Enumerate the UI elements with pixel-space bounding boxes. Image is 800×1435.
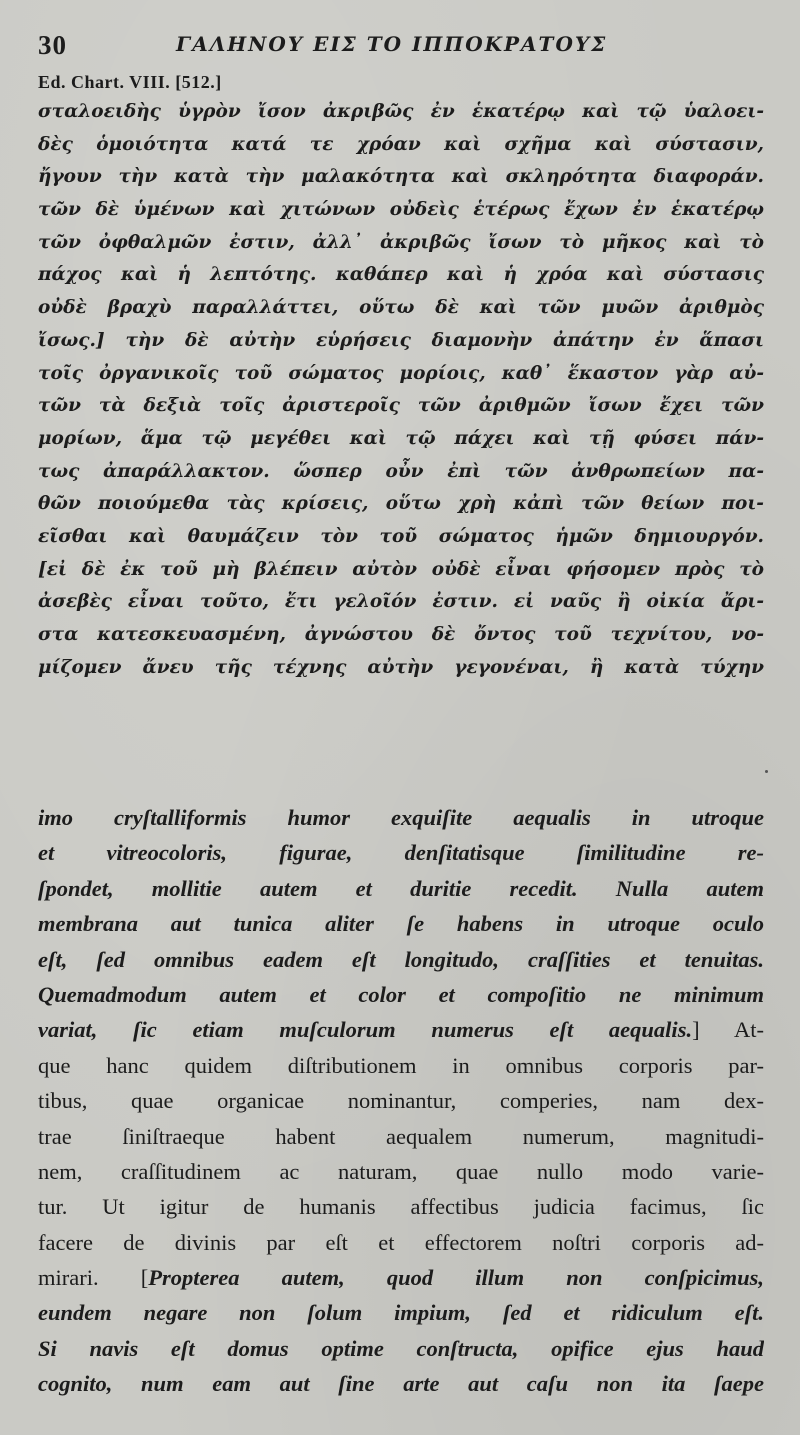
greek-line: θῶν ποιούμεθα τὰς κρίσεις, οὕτω χρὴ κἀπὶ τῶν θείων ποι- xyxy=(38,493,764,515)
greek-line: [εἰ δὲ ἐκ τοῦ μὴ βλέπειν αὐτὸν οὐδὲ εἶναι φήσομεν πρὸς τὸ xyxy=(38,558,764,580)
latin-line: imo cryſtalliformis humor exquiſite aequalis in utroque xyxy=(38,805,764,830)
latin-line: tur. Ut igitur de humanis affectibus judicia facimus, ſic xyxy=(38,1194,764,1220)
latin-line: eundem negare non ſolum impium, ſed et ridiculum eſt. xyxy=(38,1300,764,1326)
edition-note: Ed. Chart. VIII. [512.] xyxy=(38,72,222,92)
latin-line: que hanc quidem diſtributionem in omnibus corporis par- xyxy=(38,1052,764,1078)
latin-line: et vitreocoloris, figurae, denſitatisque ſimilitudine re- xyxy=(38,840,764,866)
greek-line: σταλοειδὴς ὑγρὸν ἴσον ἀκριβῶς ἐν ἑκατέρῳ καὶ τῷ ὑαλοει- xyxy=(38,101,764,122)
page-header xyxy=(38,30,768,64)
greek-line: μίζομεν ἄνευ τῆς τέχνης αὐτὴν γεγονέναι, ἢ κατὰ τύχην xyxy=(38,656,764,678)
greek-line: ἀσεβὲς εἶναι τοῦτο, ἔτι γελοῖόν ἐστιν. εἰ ναῦς ἢ οἰκία ἄρι- xyxy=(38,591,764,613)
greek-line: δὲς ὁμοιότητα κατά τε χρόαν καὶ σχῆμα καὶ σύστασιν, xyxy=(38,133,764,155)
greek-line: στα κατεσκευασμένη, ἀγνώστου δὲ ὄντος τοῦ τεχνίτου, νο- xyxy=(38,624,764,645)
paper-speck xyxy=(765,770,768,773)
latin-line: Quemadmodum autem et color et compoſitio ne minimum xyxy=(38,981,764,1007)
latin-line: membrana aut tunica aliter ſe habens in utroque oculo xyxy=(38,911,764,937)
latin-line: eſt, ſed omnibus eadem eſt longitudo, craſſities et tenuitas. xyxy=(38,946,764,972)
greek-line: ἤγουν τὴν κατὰ τὴν μαλακότητα καὶ σκληρότητα διαφοράν. xyxy=(38,166,764,188)
latin-roman-segment: ] At- xyxy=(692,1017,764,1043)
greek-line: οὐδὲ βραχὺ παραλλάττει, οὕτω δὲ καὶ τῶν μυῶν ἀριθμὸς xyxy=(38,297,764,319)
greek-line: τῶν δὲ ὑμένων καὶ χιτώνων οὐδεὶς ἑτέρως ἔχων ἐν ἑκατέρῳ xyxy=(38,199,764,221)
greek-line: εῖσθαι καὶ θαυμάζειν τὸν τοῦ σώματος ἡμῶν δημιουργόν. xyxy=(38,525,764,547)
latin-line: facere de divinis par eſt et effectorem noſtri corporis ad- xyxy=(38,1229,764,1255)
latin-italic-segment: Propterea autem, quod illum non conſpicimus, xyxy=(148,1265,764,1291)
latin-italic-segment: variat, ſic etiam muſculorum numerus eſt aequalis. xyxy=(38,1017,693,1043)
latin-line: ſpondet, mollitie autem et duritie recedit. Nulla autem xyxy=(38,875,764,901)
greek-line: πάχος καὶ ἡ λεπτότης. καθάπερ καὶ ἡ χρόα καὶ σύστασις xyxy=(38,264,764,286)
greek-line: τῶν ὀφθαλμῶν ἐστιν, ἀλλ᾽ ἀκριβῶς ἴσων τὸ μῆκος καὶ τὸ xyxy=(38,231,764,253)
latin-line: trae ſiniſtraeque habent aequalem numerum, magnitudi- xyxy=(38,1123,764,1149)
greek-line: τοῖς ὀργανικοῖς τοῦ σώματος μορίοις, καθ᾽ ἕκαστον γὰρ αὐ- xyxy=(38,362,764,384)
latin-text-block xyxy=(38,800,764,1402)
running-title: ΓΑΛΗΝΟΥ ΕΙΣ ΤΟ ΙΠΠΟΚΡΑΤΟΥΣ xyxy=(176,32,608,56)
page-number: 30 xyxy=(38,30,67,60)
greek-line: τως ἀπαράλλακτον. ὥσπερ οὖν ἐπὶ τῶν ἀνθρωπείων πα- xyxy=(38,460,764,482)
latin-line: Si navis eſt domus optime conſtructa, opifice ejus haud xyxy=(38,1335,764,1361)
greek-line: τῶν τὰ δεξιὰ τοῖς ἀριστεροῖς τῶν ἀριθμῶν ἴσων ἔχει τῶν xyxy=(38,395,764,417)
greek-line: ἴσως.] τὴν δὲ αὐτὴν εὑρήσεις διαμονὴν ἀπάτην ἐν ἅπασι xyxy=(38,329,764,351)
greek-text-block xyxy=(38,96,764,684)
latin-line xyxy=(38,1012,764,1047)
latin-roman-segment: mirari. [ xyxy=(38,1265,149,1291)
latin-line: cognito, num eam aut ſine arte aut caſu non ita ſaepe xyxy=(38,1371,764,1397)
latin-line: nem, craſſitudinem ac naturam, quae nullo modo varie- xyxy=(38,1158,764,1184)
latin-line xyxy=(38,1260,764,1295)
greek-line: μορίων, ἅμα τῷ μεγέθει καὶ τῷ πάχει καὶ τῇ φύσει πάν- xyxy=(38,427,764,449)
latin-line: tibus, quae organicae nominantur, comperies, nam dex- xyxy=(38,1088,764,1114)
